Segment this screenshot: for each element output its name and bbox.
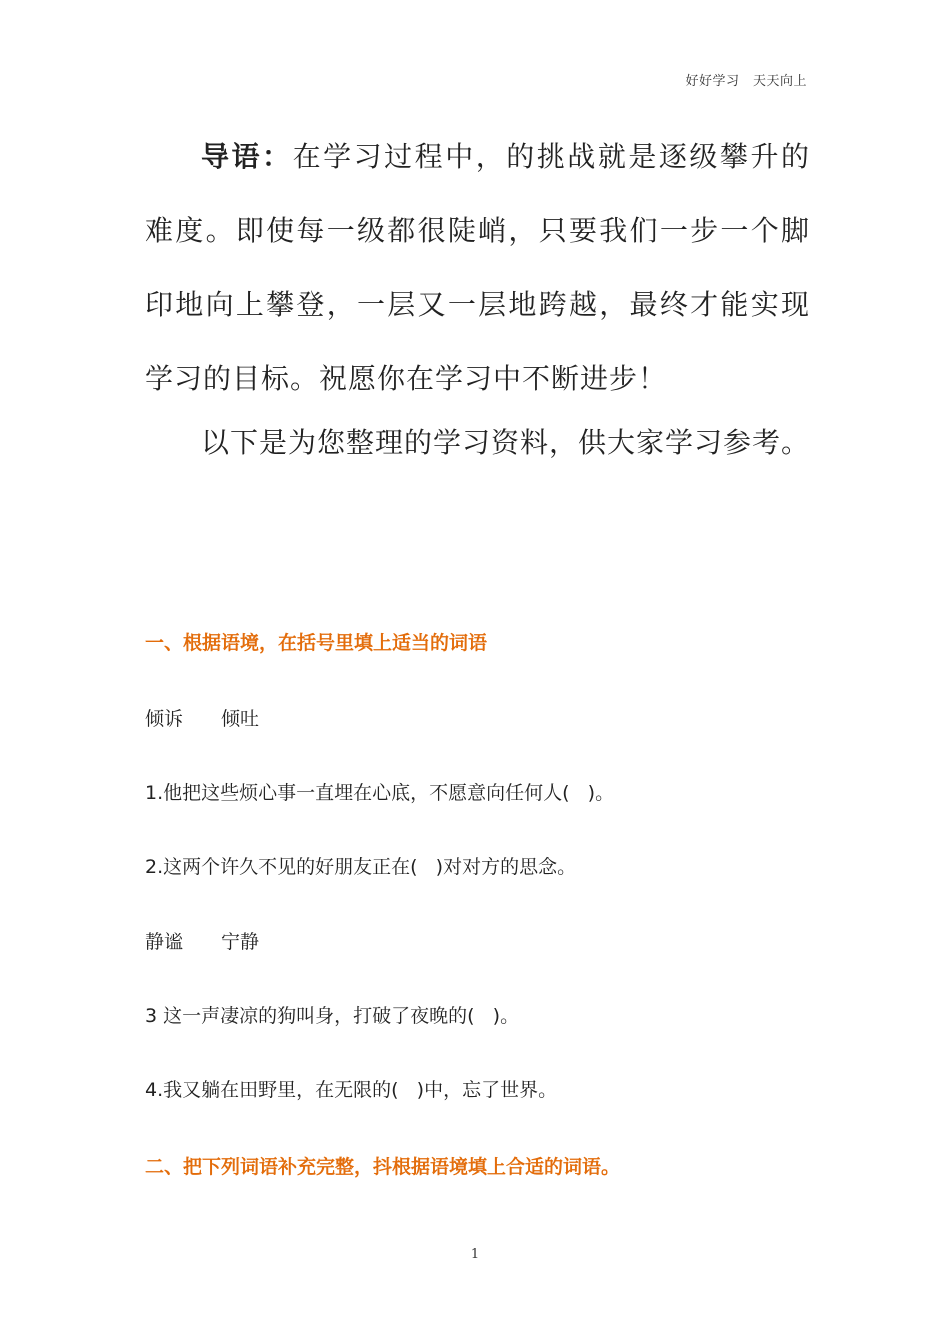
section1-title: 一、根据语境，在括号里填上适当的词语 [145,632,488,654]
section2-title: 二、把下列词语补充完整，抖根据语境填上合适的词语。 [145,1156,621,1178]
intro-body: 在学习过程中，的挑战就是逐级攀升的难度。即使每一级都很陡峭，只要我们一步一个脚印地向上攀登，一层又一层地跨越，最终才能实现学习的目标。祝愿你在学习中不断进步！ [145,140,810,395]
intro-reference: 以下是为您整理的学习资料，供大家学习参考。 [201,426,811,459]
question-3: 3 这一声凄凉的狗叫身，打破了夜晚的( )。 [145,1005,520,1027]
intro-lead: 导语： [201,140,293,173]
page-number: 1 [470,1247,480,1262]
intro-block [145,120,810,480]
question-2: 2.这两个许久不见的好朋友正在( )对对方的思念。 [145,856,577,878]
intro-paragraph [145,120,810,416]
word-group-1: 倾诉 倾吐 [145,708,260,730]
question-4: 4.我又躺在田野里，在无限的( )中，忘了世界。 [145,1079,558,1101]
word-group-2: 静谧 宁静 [145,931,260,953]
page-header: 好好学习 天天向上 [685,74,807,89]
question-1: 1.他把这些烦心事一直埋在心底，不愿意向任何人( )。 [145,782,615,804]
